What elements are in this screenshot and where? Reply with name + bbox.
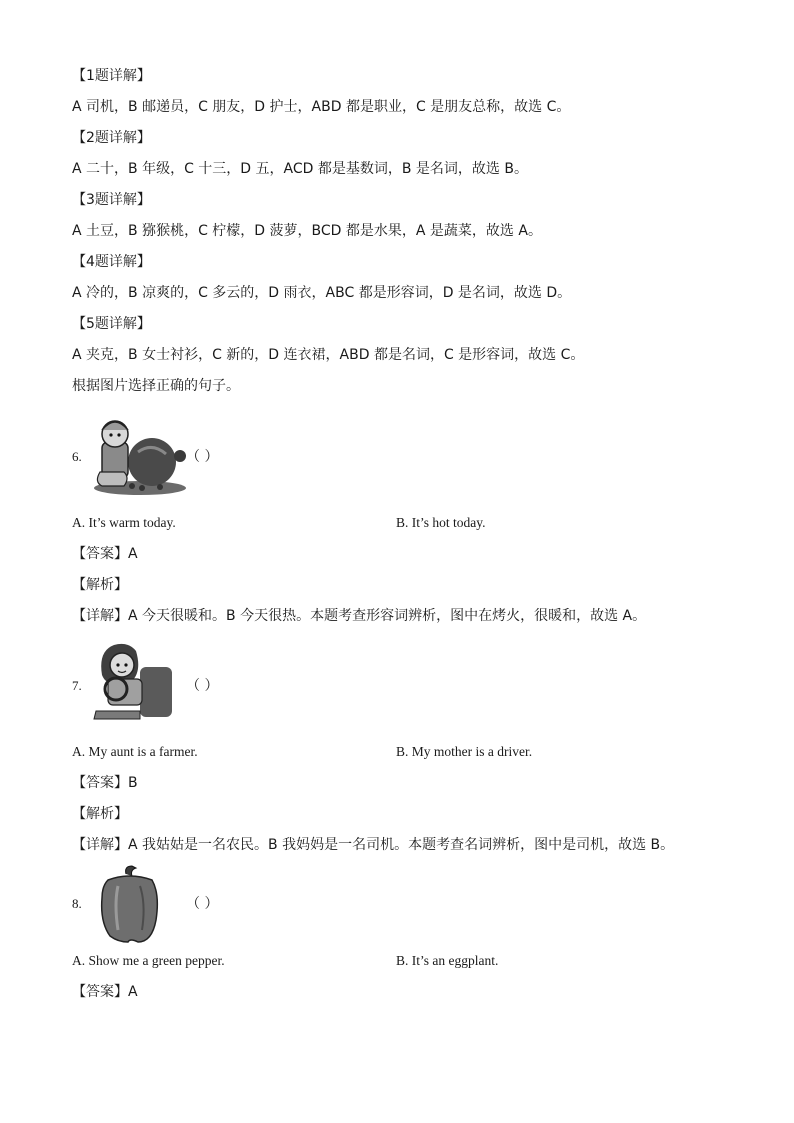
- explanation-3-heading: 【3题详解】: [72, 192, 151, 208]
- child-by-fire-picture: [90, 412, 188, 498]
- question-6-analysis: 【解析】: [72, 577, 128, 593]
- explanation-5-heading: 【5题详解】: [72, 316, 151, 332]
- question-6-detail: 【详解】A 今天很暖和。B 今天很热。本题考查形容词辨析，图中在烤火，很暖和，故选 A。: [72, 608, 647, 624]
- question-8-answer-bracket: （ ）: [186, 896, 219, 912]
- woman-driving-picture: [92, 641, 178, 721]
- question-8-answer: 【答案】A: [72, 984, 138, 1000]
- explanation-4-text: A 冷的，B 凉爽的，C 多云的，D 雨衣，ABC 都是形容词，D 是名词，故选 D。: [72, 285, 572, 301]
- explanation-2-heading: 【2题详解】: [72, 130, 151, 146]
- question-6-option-a: A. It’s warm today.: [72, 515, 176, 530]
- question-7-option-a: A. My aunt is a farmer.: [72, 744, 198, 759]
- question-8-option-b: B. It’s an eggplant.: [396, 953, 499, 968]
- explanation-3-text: A 土豆，B 猕猴桃，C 柠檬，D 菠萝，BCD 都是水果，A 是蔬菜，故选 A。: [72, 223, 542, 239]
- explanation-1-text: A 司机，B 邮递员，C 朋友，D 护士，ABD 都是职业，C 是朋友总称，故选 C。: [72, 99, 571, 115]
- question-6-answer: 【答案】A: [72, 546, 138, 562]
- question-7-answer: 【答案】B: [72, 775, 138, 791]
- question-6-answer-bracket: （ ）: [186, 449, 219, 465]
- question-8-number: 8.: [72, 896, 82, 911]
- question-7-analysis: 【解析】: [72, 806, 128, 822]
- question-7-number: 7.: [72, 678, 82, 693]
- question-6-number: 6.: [72, 449, 82, 464]
- section-instruction: 根据图片选择正确的句子。: [72, 378, 240, 394]
- pepper-picture: [96, 864, 162, 946]
- question-7-option-b: B. My mother is a driver.: [396, 744, 533, 759]
- explanation-1-heading: 【1题详解】: [72, 68, 151, 84]
- question-7-detail: 【详解】A 我姑姑是一名农民。B 我妈妈是一名司机。本题考查名词辨析，图中是司机，故选 B。: [72, 837, 675, 853]
- explanation-5-text: A 夹克，B 女士衬衫，C 新的，D 连衣裙，ABD 都是名词，C 是形容词，故选 C。: [72, 347, 585, 363]
- explanation-2-text: A 二十，B 年级，C 十三，D 五，ACD 都是基数词，B 是名词，故选 B。: [72, 161, 528, 177]
- question-6-option-b: B. It’s hot today.: [396, 515, 486, 530]
- explanation-4-heading: 【4题详解】: [72, 254, 151, 270]
- question-8-option-a: A. Show me a green pepper.: [72, 953, 225, 968]
- question-7-answer-bracket: （ ）: [186, 678, 219, 694]
